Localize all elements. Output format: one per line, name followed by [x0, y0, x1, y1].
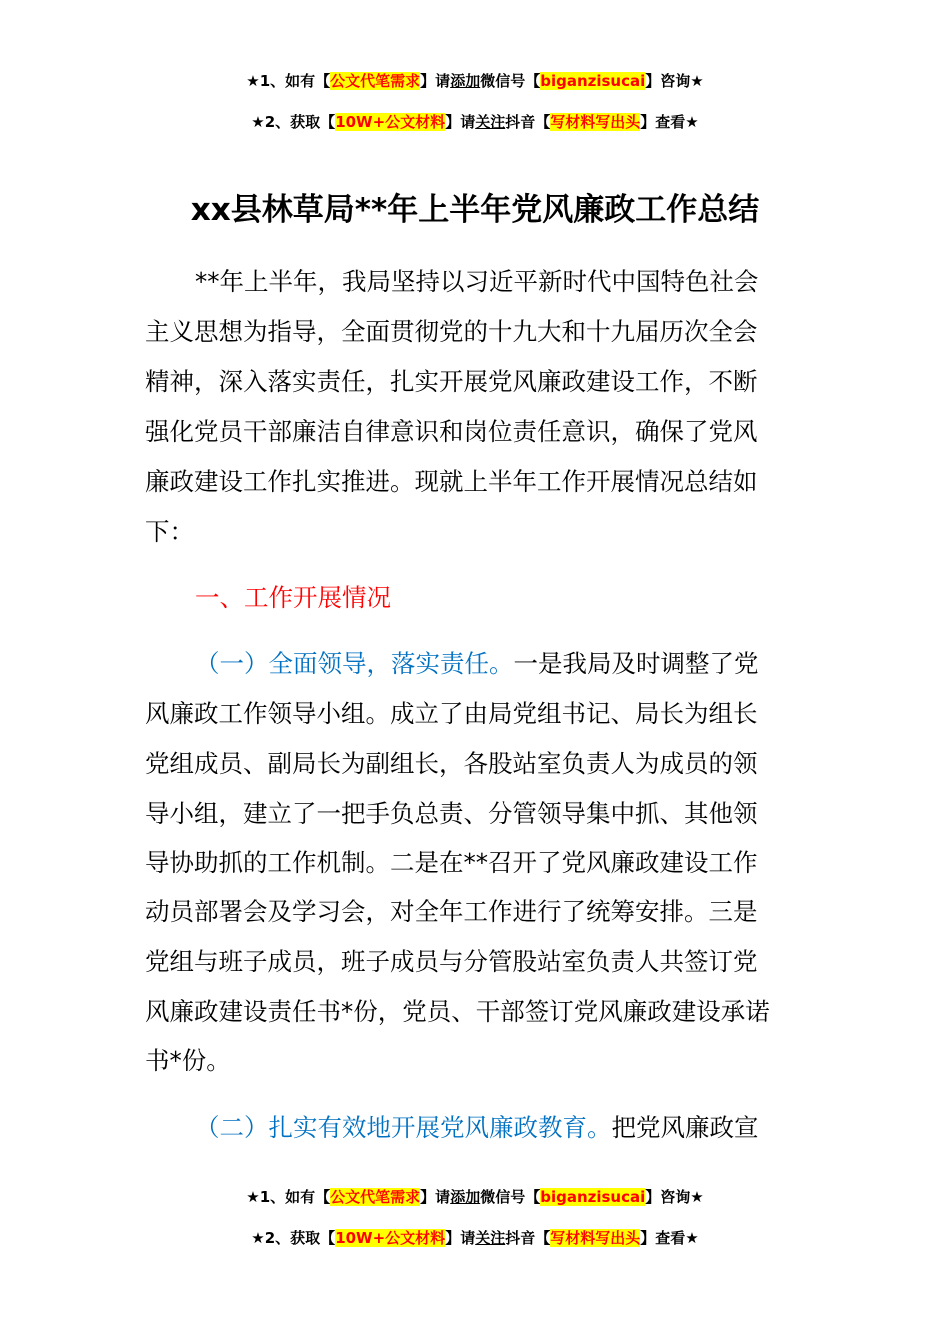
banner-text: ★1、如有【	[246, 1188, 331, 1206]
top-banner-line-2	[0, 112, 950, 132]
banner-text: 】查看★	[640, 113, 699, 131]
subsection-line: 党组成员、副局长为副组长，各股站室负责人为成员的领	[145, 749, 758, 778]
banner-highlight: 10W+公文材料	[335, 113, 446, 131]
intro-line: **年上半年，我局坚持以习近平新时代中国特色社会	[195, 267, 759, 296]
banner-underlined: 添加	[450, 1188, 481, 1206]
subsection-text: 一是我局及时调整了党	[513, 649, 759, 678]
banner-wechat-id: biganzisucai	[540, 1188, 646, 1206]
section-heading: 一、工作开展情况	[195, 583, 391, 612]
intro-line: 精神，深入落实责任，扎实开展党风廉政建设工作，不断	[145, 367, 758, 396]
subsection-line: 导协助抓的工作机制。二是在**召开了党风廉政建设工作	[145, 848, 758, 877]
banner-text: 】查看★	[640, 1229, 699, 1247]
subsection-line: 风廉政建设责任书*份，党员、干部签订党风廉政建设承诺	[145, 997, 770, 1026]
subsection-line: 导小组，建立了一把手负总责、分管领导集中抓、其他领	[145, 799, 758, 828]
bottom-banner-line-1	[0, 1187, 950, 1207]
banner-text: 】请	[420, 1188, 451, 1206]
subsection-1-first-line	[195, 646, 759, 682]
subsection-heading: （二）扎实有效地开展党风廉政教育。	[195, 1113, 612, 1142]
subsection-heading: （一）全面领导，落实责任。	[195, 649, 514, 678]
subsection-line: 风廉政工作领导小组。成立了由局党组书记、局长为组长	[145, 699, 758, 728]
banner-underlined: 关注	[475, 1229, 506, 1247]
banner-wechat-id: biganzisucai	[540, 72, 646, 90]
banner-text: 】咨询★	[645, 72, 704, 90]
banner-underlined: 添加	[450, 72, 481, 90]
subsection-line: 书*份。	[145, 1046, 231, 1075]
banner-highlight: 10W+公文材料	[335, 1229, 446, 1247]
banner-highlight: 公文代笔需求	[330, 1188, 421, 1206]
intro-line: 下：	[145, 517, 194, 546]
banner-text: 】咨询★	[645, 1188, 704, 1206]
banner-underlined: 关注	[475, 113, 506, 131]
banner-text: ★1、如有【	[246, 72, 331, 90]
subsection-line: 动员部署会及学习会，对全年工作进行了统筹安排。三是	[145, 897, 758, 926]
top-banner-line-1	[0, 71, 950, 91]
banner-text: 微信号【	[480, 1188, 541, 1206]
banner-douyin-id: 写材料写出头	[550, 113, 641, 131]
document-title: xx县林草局**年上半年党风廉政工作总结	[190, 192, 760, 228]
banner-text: 】请	[445, 113, 476, 131]
banner-text: 抖音【	[505, 113, 551, 131]
subsection-line: 党组与班子成员，班子成员与分管股站室负责人共签订党	[145, 947, 758, 976]
subsection-text: 把党风廉政宣	[611, 1113, 759, 1142]
intro-line: 主义思想为指导，全面贯彻党的十九大和十九届历次全会	[145, 317, 758, 346]
banner-text: 】请	[445, 1229, 476, 1247]
subsection-2-first-line	[195, 1110, 759, 1146]
banner-text: 抖音【	[505, 1229, 551, 1247]
banner-text: ★2、获取【	[251, 1229, 336, 1247]
banner-text: 】请	[420, 72, 451, 90]
banner-douyin-id: 写材料写出头	[550, 1229, 641, 1247]
banner-highlight: 公文代笔需求	[330, 72, 421, 90]
intro-line: 廉政建设工作扎实推进。现就上半年工作开展情况总结如	[145, 467, 758, 496]
bottom-banner-line-2	[0, 1228, 950, 1248]
banner-text: ★2、获取【	[251, 113, 336, 131]
banner-text: 微信号【	[480, 72, 541, 90]
intro-line: 强化党员干部廉洁自律意识和岗位责任意识，确保了党风	[145, 417, 758, 446]
